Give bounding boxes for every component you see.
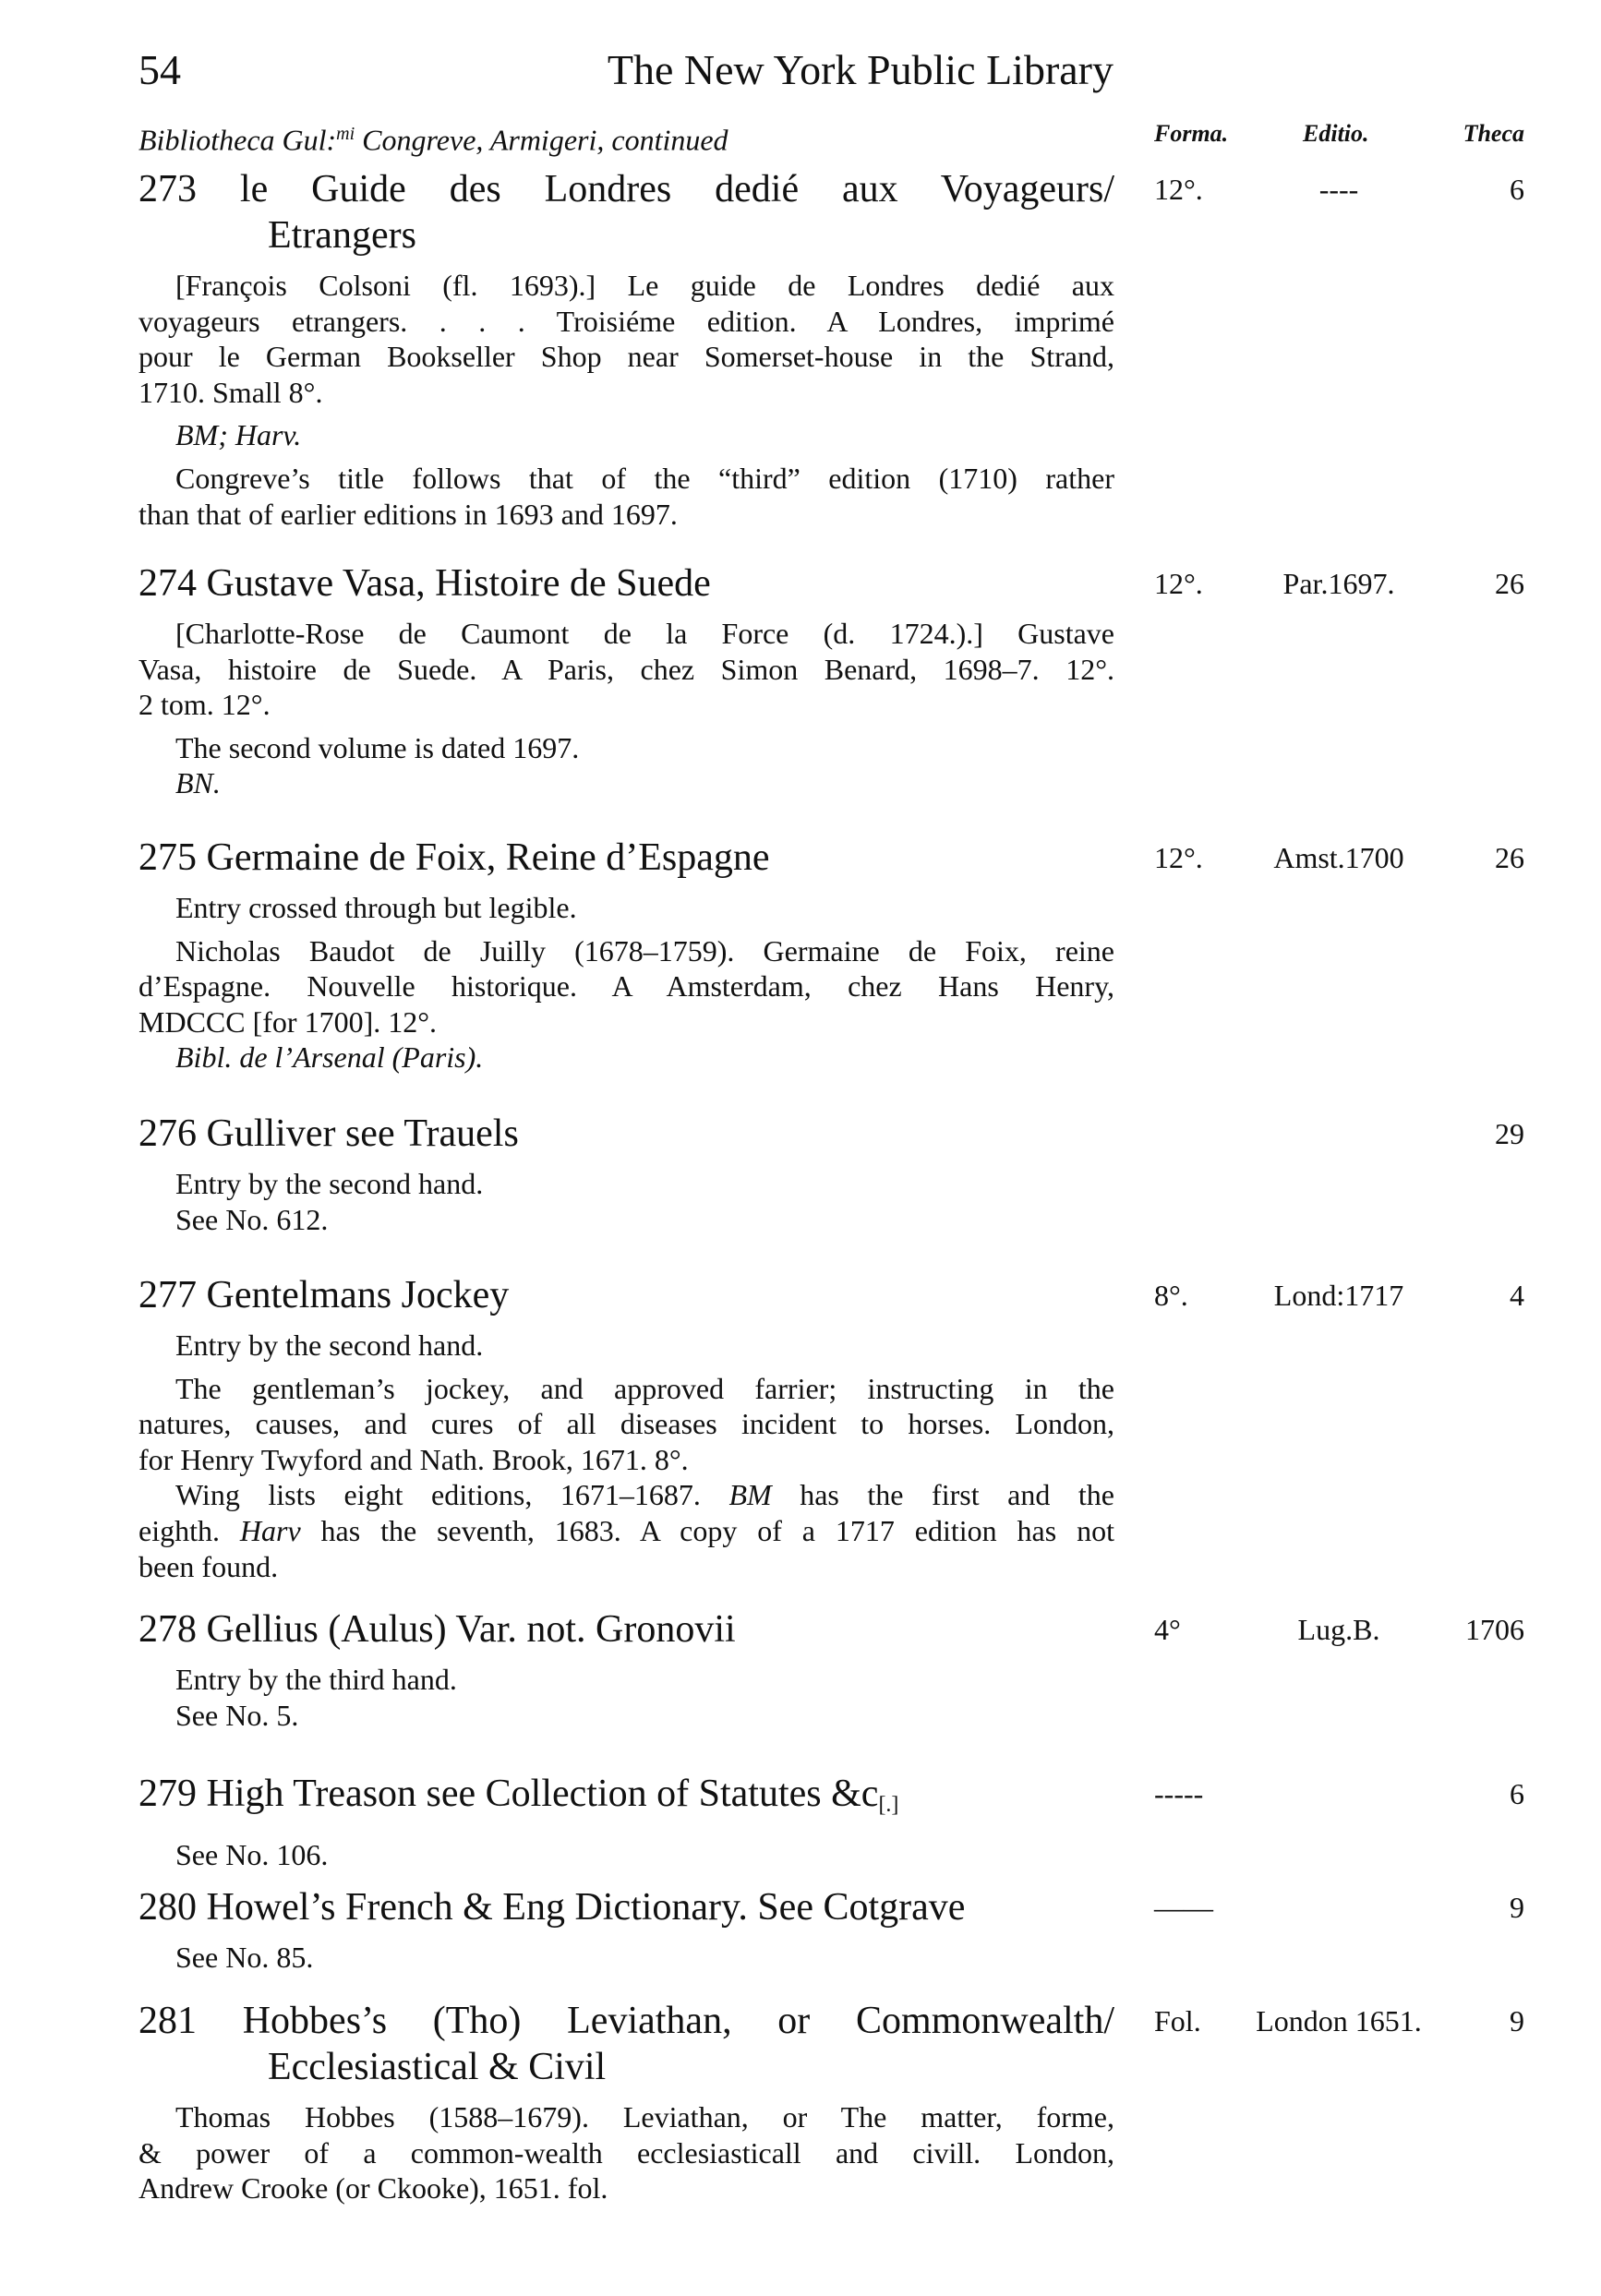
theca-value: 26 <box>1495 841 1524 874</box>
editio-value: Lond:1717 <box>1273 1279 1404 1312</box>
section-subheader <box>138 115 728 159</box>
text-segment: Nicholas Baudot de Juilly (1678–1759). Germaine de Foix, reine <box>175 933 1114 968</box>
entry-note-paragraph <box>138 1837 1114 1873</box>
entry-title-line <box>138 1111 1114 1157</box>
entry-text-column <box>138 1884 1114 1976</box>
entry-note-paragraph <box>138 1940 1114 1976</box>
entry-note-line <box>138 1837 1114 1873</box>
entry-text-column <box>138 1998 1114 2206</box>
entry-note-line <box>138 1940 1114 1976</box>
text-segment: [Charlotte-Rose de Caumont de la Force (d. 1724.).] Gustave <box>175 617 1114 650</box>
entry-title-line <box>138 1884 1114 1930</box>
text-segment: See No. 85. <box>175 1941 314 1974</box>
entry-note-line <box>138 375 1114 411</box>
text-segment: 275 Germaine de Foix, Reine d’Espagne <box>138 836 770 879</box>
text-segment: pour le German Bookseller Shop near Somerset-house in the Strand, <box>138 340 1114 374</box>
entry-text-column <box>138 1606 1114 1733</box>
forma-value: 12°. <box>1154 567 1203 600</box>
forma-value: 4° <box>1154 1613 1181 1646</box>
text-segment: eighth. <box>138 1513 240 1547</box>
text-segment: [François Colsoni (fl. 1693).] Le guide de Londres dedié aux <box>175 269 1114 302</box>
text-segment: Harv <box>239 1513 301 1547</box>
entry-note-paragraph <box>138 616 1114 723</box>
entry-text-column <box>138 1771 1114 1873</box>
entry-title-line <box>138 1272 1114 1318</box>
entry-note-line <box>138 1549 1114 1585</box>
text-segment: The second volume is dated 1697. <box>175 730 580 764</box>
forma-value: 12°. <box>1154 173 1203 206</box>
text-segment: The gentleman’s jockey, and approved farrier; instructing in the <box>175 1371 1114 1405</box>
entry-note-paragraph <box>138 461 1114 532</box>
entry-note-paragraph <box>138 2099 1114 2206</box>
entry-note-line <box>138 730 1114 766</box>
entry-note-paragraph <box>138 890 1114 926</box>
theca-value: 6 <box>1510 1777 1524 1810</box>
catalogue-entry <box>138 1111 1524 1237</box>
text-segment: See No. 5. <box>175 1698 299 1732</box>
text-segment: 280 Howel’s French & Eng Dictionary. See Cotgrave <box>138 1886 966 1929</box>
catalogue-entry <box>138 560 1524 801</box>
catalogue-entry <box>138 1884 1524 1976</box>
text-segment: Etrangers <box>268 214 416 257</box>
entry-note-paragraph <box>138 730 1114 801</box>
catalogue-entry <box>138 1771 1524 1873</box>
text-segment: has the first and the <box>771 1478 1115 1512</box>
entry-title-line <box>138 1771 1114 1828</box>
text-segment: Entry by the third hand. <box>175 1663 457 1696</box>
text-segment: natures, causes, and cures of all diseases incident to horses. London, <box>138 1407 1114 1441</box>
text-segment: d’Espagne. Nouvelle historique. A Amsterdam, chez Hans Henry, <box>138 969 1114 1004</box>
forma-value: ----- <box>1154 1777 1204 1810</box>
entry-note-paragraph <box>138 417 1114 453</box>
text-segment: MDCCC [for 1700]. 12°. <box>138 1004 438 1039</box>
entry-note-line <box>138 2135 1114 2171</box>
text-segment: Ecclesiastical & Civil <box>268 2046 607 2088</box>
entry-note-line <box>138 268 1114 304</box>
text-segment: 279 High Treason see Collection of Statutes &c <box>138 1773 879 1815</box>
catalogue-entry <box>138 1606 1524 1733</box>
theca-value: 29 <box>1495 1117 1524 1150</box>
catalogue-entry <box>138 1272 1524 1584</box>
text-segment: [.] <box>878 1793 899 1817</box>
column-header-editio: Editio. <box>1303 120 1369 147</box>
entry-text-column <box>138 560 1114 801</box>
text-segment: Entry by the second hand. <box>175 1328 484 1362</box>
text-segment: 274 Gustave Vasa, Histoire de Suede <box>138 562 711 605</box>
editio-value: ---- <box>1318 173 1359 206</box>
entry-text-column <box>138 1111 1114 1237</box>
entry-note-paragraph <box>138 933 1114 1076</box>
text-segment: than that of earlier editions in 1693 and 1697. <box>138 497 678 531</box>
editio-value: Par.1697. <box>1282 567 1395 600</box>
entry-title-line <box>138 835 1114 881</box>
theca-value: 9 <box>1510 1891 1524 1924</box>
forma-value: —— <box>1154 1891 1213 1924</box>
text-segment: been found. <box>138 1549 279 1583</box>
editio-value: Amst.1700 <box>1273 841 1404 874</box>
entry-note-line <box>138 497 1114 533</box>
entry-note-line <box>138 339 1114 375</box>
text-segment: Thomas Hobbes (1588–1679). Leviathan, or The matter, forme, <box>175 2100 1114 2134</box>
subheader-text-continued: Congreve, Armigeri, continued <box>355 123 728 157</box>
editio-value: Lug.B. <box>1297 1613 1380 1646</box>
entry-note-line <box>138 461 1114 497</box>
text-segment: for Henry Twyford and Nath. Brook, 1671. 8°. <box>138 1442 689 1476</box>
entry-text-column <box>138 835 1114 1076</box>
catalogue-entry <box>138 1998 1524 2206</box>
forma-value: Fol. <box>1154 2004 1201 2038</box>
entry-note-line <box>138 652 1114 688</box>
text-segment: BM; Harv. <box>175 418 302 452</box>
entry-note-line <box>138 687 1114 723</box>
text-segment: 273 le Guide des Londres dedié aux Voyageurs/ <box>138 168 1114 210</box>
entry-title-line <box>138 212 1114 258</box>
entry-note-paragraph <box>138 1166 1114 1237</box>
entry-note-line <box>138 616 1114 652</box>
column-header-forma: Forma. <box>1154 120 1229 147</box>
text-segment: 1710. Small 8°. <box>138 375 323 409</box>
forma-value: 8°. <box>1154 1279 1188 1312</box>
text-segment: Entry by the second hand. <box>175 1167 484 1200</box>
text-segment: 281 Hobbes’s (Tho) Leviathan, or Commonwealth/ <box>138 2000 1114 2042</box>
column-header-theca: Theca <box>1463 120 1524 147</box>
entry-text-column <box>138 166 1114 532</box>
entry-title-line <box>138 560 1114 607</box>
entry-note-paragraph <box>138 268 1114 410</box>
text-segment: voyageurs etrangers. . . . Troisiéme edition. A Londres, imprimé <box>138 304 1114 338</box>
entry-note-line <box>138 1662 1114 1698</box>
text-segment: Wing lists eight editions, 1671–1687. <box>175 1478 729 1512</box>
text-segment: 276 Gulliver see Trauels <box>138 1112 519 1155</box>
text-segment: See No. 106. <box>175 1838 329 1871</box>
entry-note-line <box>138 933 1114 969</box>
entry-note-line <box>138 1406 1114 1442</box>
text-segment: 277 Gentelmans Jockey <box>138 1274 510 1316</box>
entry-title-line <box>138 166 1114 212</box>
entry-text-column <box>138 1272 1114 1584</box>
text-segment: See No. 612. <box>175 1202 329 1236</box>
text-segment: & power of a common-wealth ecclesiasticall and civill. London, <box>138 2135 1114 2170</box>
text-segment: BN. <box>175 766 221 800</box>
entry-title-line <box>138 2044 1114 2090</box>
entry-note-line <box>138 1477 1114 1513</box>
text-segment: Andrew Crooke (or Ckooke), 1651. fol. <box>138 2171 608 2206</box>
subheader-text: Bibliotheca Gul: <box>138 123 337 157</box>
text-segment: 2 tom. 12°. <box>138 688 271 722</box>
entry-note-line <box>138 1442 1114 1478</box>
catalogue-entry <box>138 835 1524 1076</box>
entry-note-paragraph <box>138 1662 1114 1733</box>
text-segment: Vasa, histoire de Suede. A Paris, chez Simon Benard, 1698–7. 12°. <box>138 652 1114 686</box>
entry-note-line <box>138 1513 1114 1549</box>
running-title: The New York Public Library <box>607 46 1113 93</box>
text-segment: Bibl. de l’Arsenal (Paris). <box>175 1040 484 1075</box>
text-segment: Congreve’s title follows that of the “third” edition (1710) rather <box>175 461 1114 495</box>
entry-note-line <box>138 2170 1114 2206</box>
entry-note-line <box>138 1202 1114 1238</box>
entry-note-line <box>138 968 1114 1004</box>
forma-value: 12°. <box>1154 841 1203 874</box>
entry-note-line <box>138 417 1114 453</box>
entry-note-line <box>138 1004 1114 1040</box>
entry-note-line <box>138 1166 1114 1202</box>
entry-note-line <box>138 1040 1114 1076</box>
entry-title-line <box>138 1998 1114 2044</box>
text-segment: 278 Gellius (Aulus) Var. not. Gronovii <box>138 1608 736 1651</box>
text-segment: has the seventh, 1683. A copy of a 1717 edition has not <box>300 1513 1115 1547</box>
theca-value: 26 <box>1495 567 1524 600</box>
text-segment: BM <box>728 1478 772 1512</box>
entry-title-line <box>138 1606 1114 1653</box>
entry-note-paragraph <box>138 1371 1114 1585</box>
text-segment: Entry crossed through but legible. <box>175 891 577 924</box>
theca-value: 6 <box>1510 173 1524 206</box>
theca-value: 9 <box>1510 2004 1524 2038</box>
catalogue-entry <box>138 166 1524 532</box>
entry-note-line <box>138 2099 1114 2135</box>
subheader-superscript: mi <box>336 124 355 144</box>
entry-note-paragraph <box>138 1328 1114 1364</box>
editio-value: London 1651. <box>1256 2004 1422 2038</box>
entry-note-line <box>138 1698 1114 1734</box>
entry-note-line <box>138 765 1114 801</box>
entry-note-line <box>138 890 1114 926</box>
entry-note-line <box>138 304 1114 340</box>
entry-note-line <box>138 1371 1114 1407</box>
theca-value: 4 <box>1510 1279 1524 1312</box>
entry-note-line <box>138 1328 1114 1364</box>
theca-value: 1706 <box>1465 1613 1524 1646</box>
page-number: 54 <box>138 46 181 93</box>
